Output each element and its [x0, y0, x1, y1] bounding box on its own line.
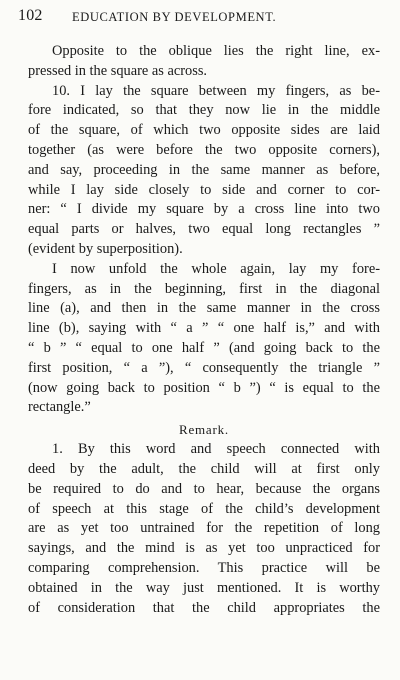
section-heading-remark: Remark. [178, 422, 229, 438]
running-head: EDUCATION BY DEVELOPMENT. [72, 10, 277, 24]
text-line: of the square, of which two opposite sides are laid [28, 122, 380, 139]
page-body [28, 42, 380, 618]
text-line: ner: “ I divide my square by a cross line into two [28, 201, 380, 218]
text-line: line (a), and then in the same manner in the cross [28, 300, 380, 317]
paragraph-remark-1 [28, 440, 380, 618]
text-line: 1. By this word and speech connected with [52, 441, 380, 458]
paragraph-unfold-whole [28, 260, 380, 418]
text-line: rectangle.” [28, 399, 91, 416]
text-line: 10. I lay the square between my fingers, as be- [52, 82, 380, 99]
text-line: (now going back to position “ b ”) “ is equal to the [28, 379, 380, 396]
text-line: are as yet too untrained for the repetition of long [28, 520, 380, 537]
text-line: fingers, as in the beginning, first in the diagonal [28, 280, 380, 297]
text-line: of consideration that the child appropriates the [28, 599, 380, 616]
text-line: “ b ” “ equal to one half ” (and going back to the [28, 339, 380, 356]
text-line: together (as were before the two opposite corners), [28, 141, 380, 158]
text-line: comparing comprehension. This practice will be [28, 559, 380, 576]
text-line: deed by the adult, the child will at first only [28, 460, 380, 477]
text-line: sayings, and the mind is as yet too unpracticed for [28, 540, 380, 557]
text-line: while I lay side closely to side and corner to cor- [28, 181, 380, 198]
text-line: line (b), saying with “ a ” “ one half is,” and with [28, 320, 380, 337]
text-line: Opposite to the oblique lies the right line, ex- [52, 43, 380, 59]
page-number: 102 [18, 7, 43, 24]
text-line: I now unfold the whole again, lay my fore- [52, 260, 380, 277]
text-line: fore indicated, so that they now lie in the middle [28, 102, 380, 119]
paragraph-opposite-right-line [28, 42, 380, 82]
text-line: (evident by superposition). [28, 240, 183, 257]
paragraph-10 [28, 82, 380, 260]
text-line: equal parts or halves, two equal long rectangles ” [28, 221, 380, 238]
text-line: first position, “ a ”), “ consequently the triangle ” [28, 359, 380, 376]
text-line: and say, proceeding in the same manner as before, [28, 161, 380, 178]
text-line: pressed in the square as across. [28, 62, 208, 79]
text-line: be required to do and to hear, because the organs [28, 480, 380, 497]
text-line: of speech at this stage of the child’s development [28, 500, 380, 517]
page-header [18, 7, 384, 31]
text-line: obtained in the way just mentioned. It is worthy [28, 579, 380, 596]
